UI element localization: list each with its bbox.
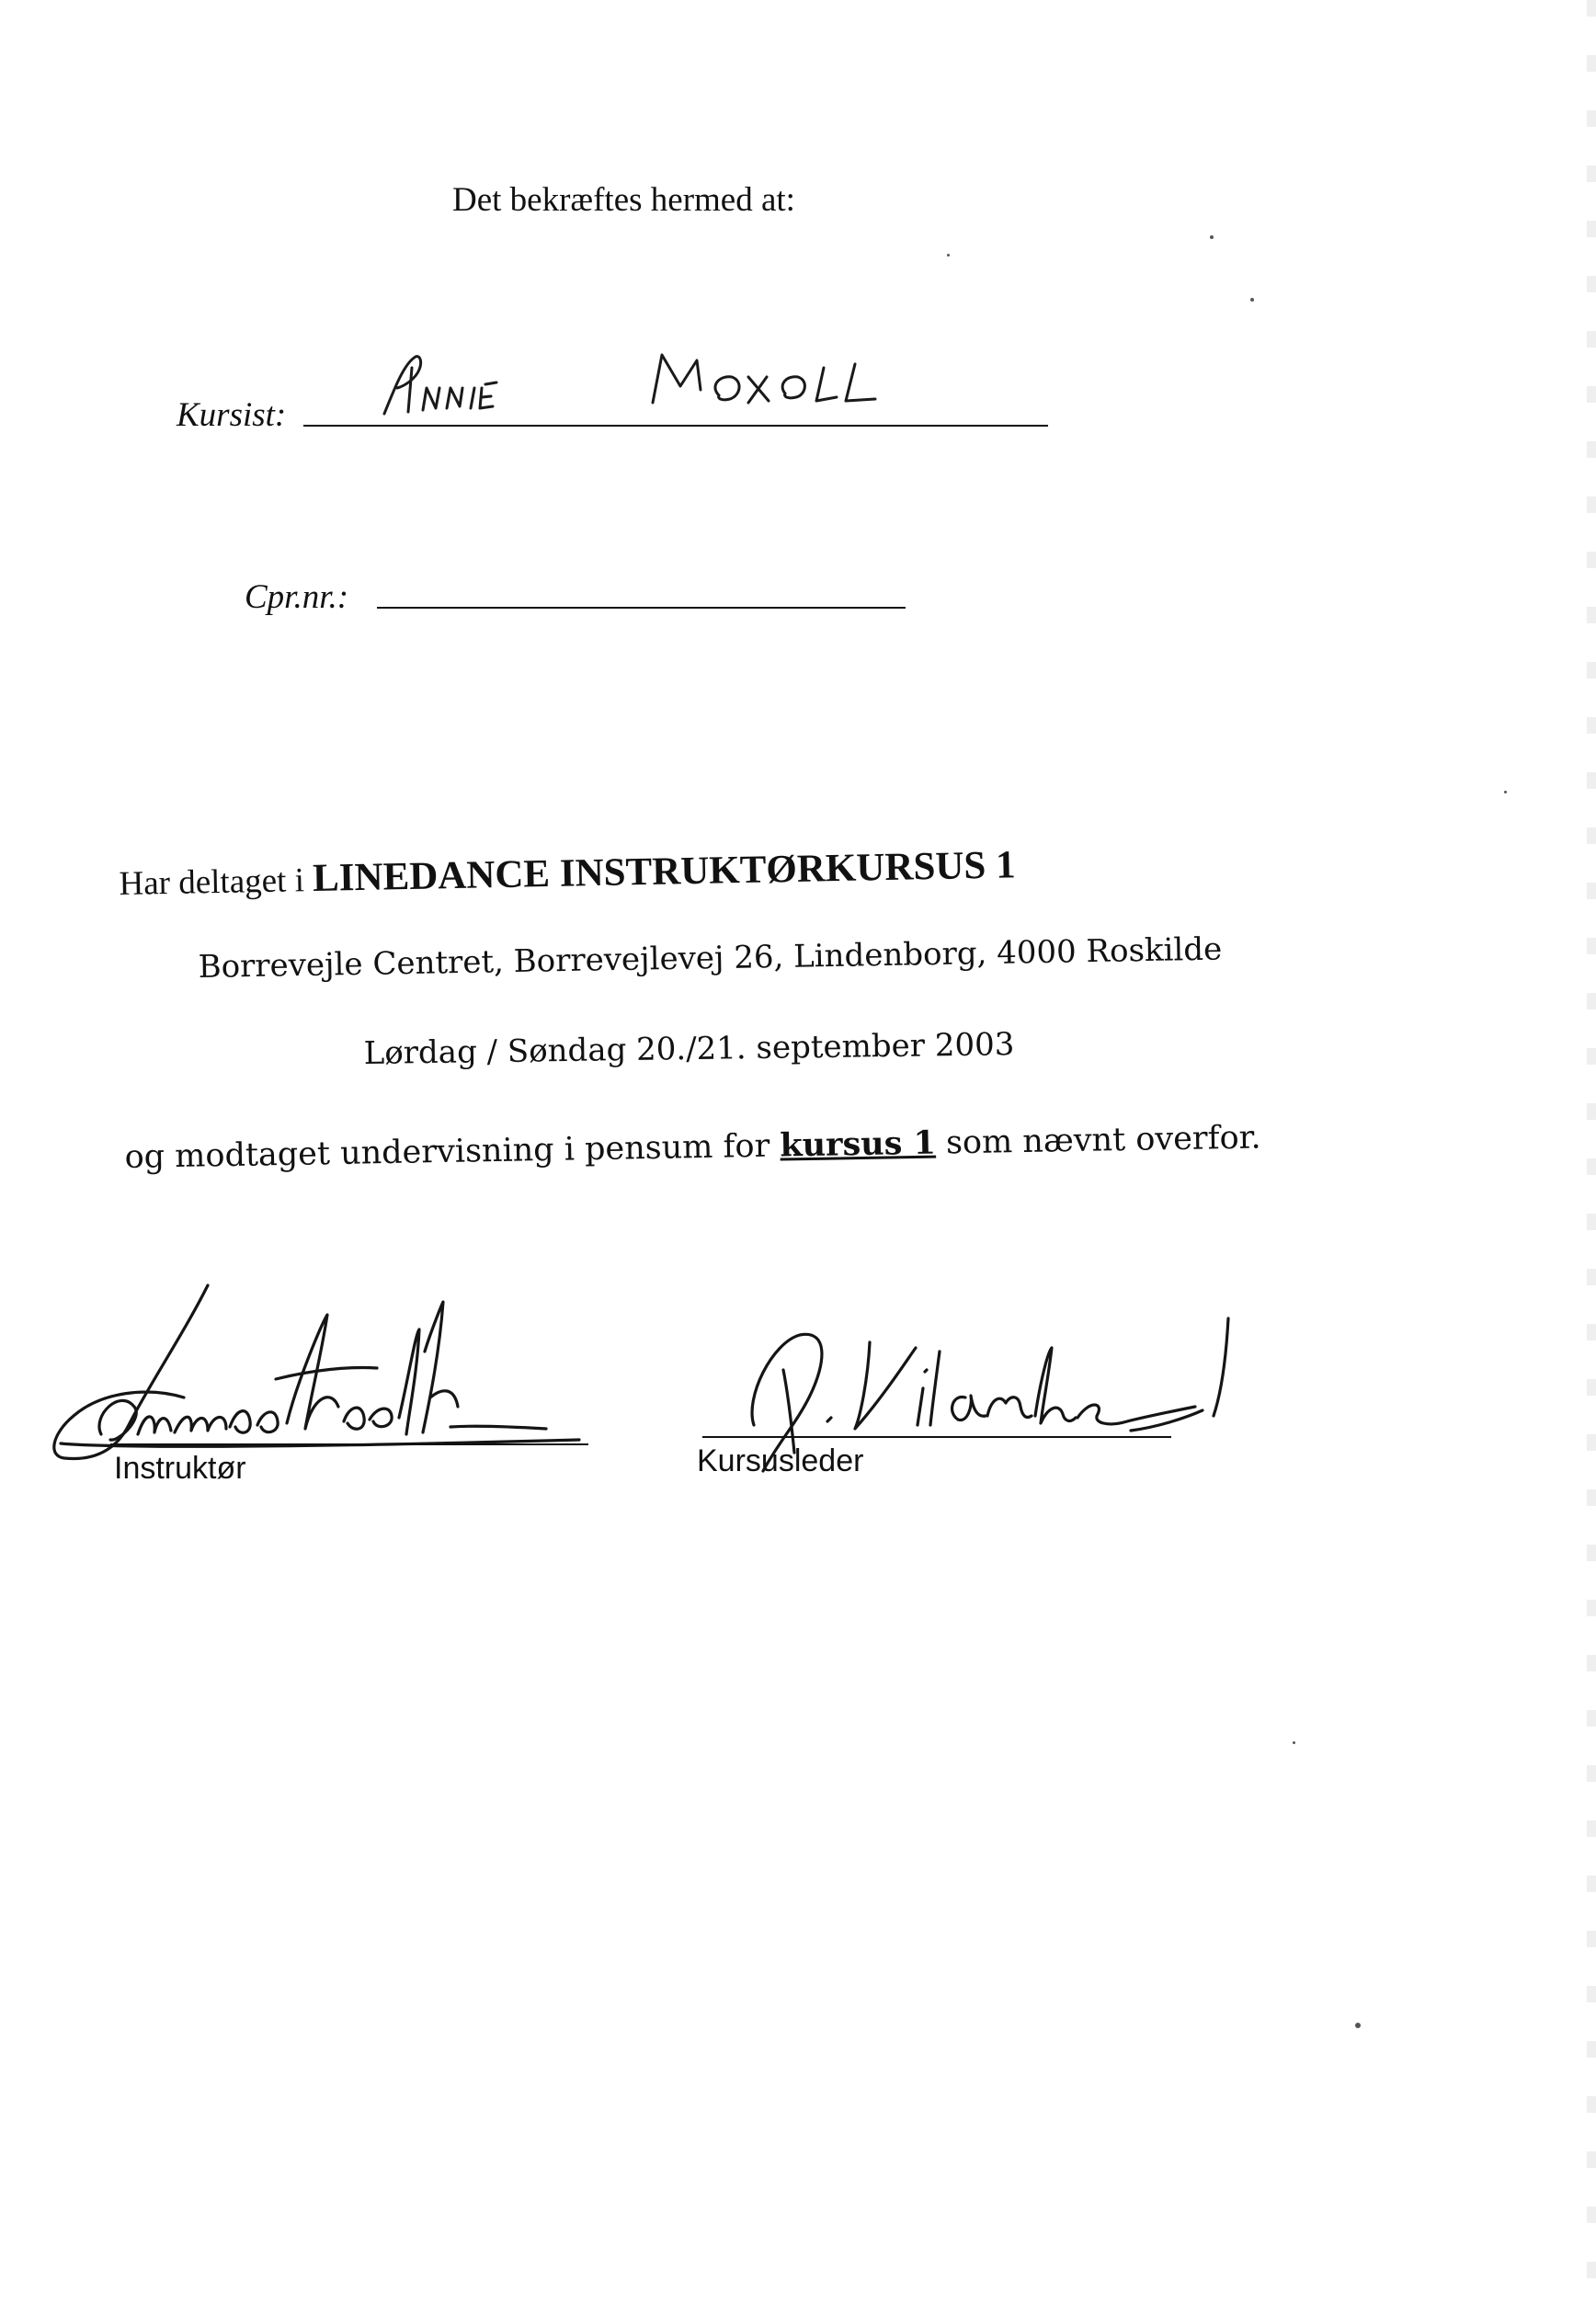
scan-speck [1250, 298, 1254, 302]
handwritten-kursist-name [377, 349, 947, 432]
course-name: LINEDANCE INSTRUKTØRKURSUS 1 [312, 843, 1017, 900]
course-dates: Lørdag / Søndag 20./21. september 2003 [363, 1026, 1015, 1072]
scan-speck [947, 254, 950, 257]
scan-speck [1210, 235, 1214, 239]
scan-edge-artifact [1587, 0, 1596, 2304]
kursusleder-label: Kursusleder [697, 1443, 864, 1478]
curriculum-suffix: som nævnt overfor. [935, 1119, 1261, 1162]
cpr-label: Cpr.nr.: [245, 578, 349, 616]
document-heading: Det bekræftes hermed at: [452, 181, 795, 219]
course-address: Borrevejle Centret, Borrevejlevej 26, Lindenborg, 4000 Roskilde [198, 930, 1223, 986]
kursusleder-signature-line [702, 1436, 1171, 1438]
instruktor-signature-line [110, 1443, 588, 1445]
kursist-label: Kursist: [177, 396, 287, 434]
participation-prefix: Har deltaget i [119, 861, 314, 904]
curriculum-course: kursus 1 [780, 1123, 937, 1165]
cpr-underline [377, 607, 906, 609]
instruktor-label: Instruktør [114, 1451, 246, 1486]
scan-speck [1504, 791, 1507, 793]
participation-line [119, 842, 1016, 905]
instruktor-signature [46, 1278, 653, 1476]
curriculum-line [124, 1118, 1261, 1176]
scan-speck [1355, 2023, 1361, 2028]
scan-speck [1293, 1741, 1295, 1744]
curriculum-prefix: og modtaget undervisning i pensum for [124, 1127, 781, 1176]
